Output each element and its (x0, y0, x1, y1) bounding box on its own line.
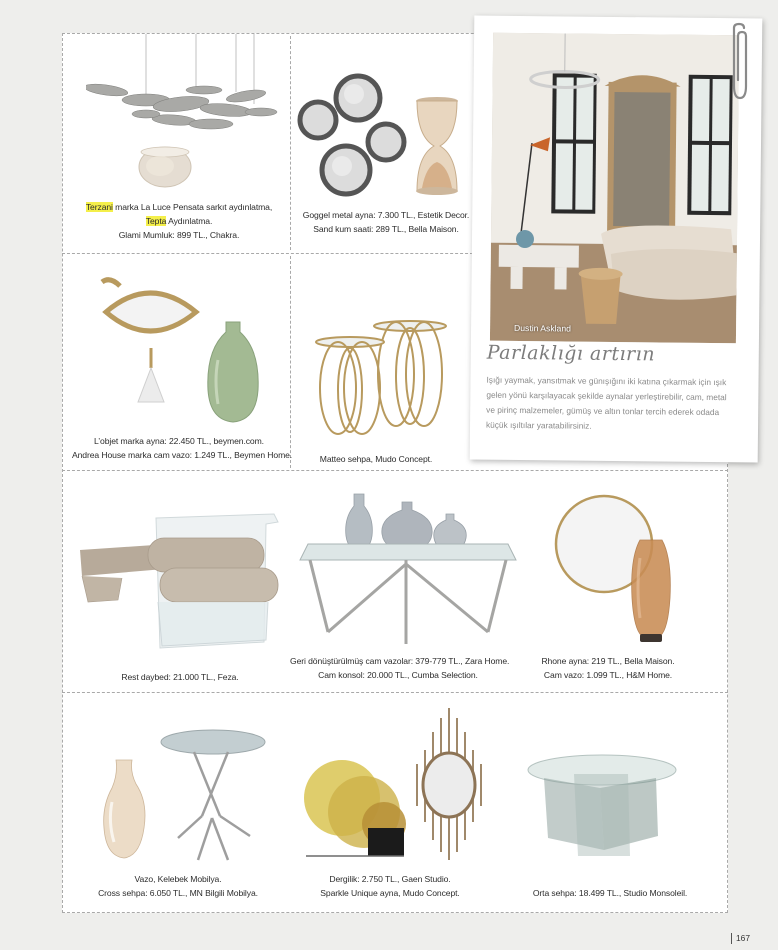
konsol-caption: Geri dönüştürülmüş cam vazolar: 379-779 TL., Zara Home. Cam konsol: 20.000 TL., Cumba Selection. (290, 656, 510, 680)
tepta-brand-highlight: Tepta (145, 216, 167, 226)
divider-v2 (290, 256, 291, 468)
terzani-caption: Terzani marka La Luce Pensata sarkıt aydınlatma, Tepta Aydınlatma. Glami Mumluk: 899 TL., Chakra. (85, 202, 273, 240)
matteo-caption: Matteo sehpa, Mudo Concept. (319, 454, 433, 464)
paper-clip-icon (726, 22, 752, 109)
magazine-rack-image (302, 752, 406, 858)
goggel-mirror-image (296, 72, 414, 200)
vazo-caption: Vazo, Kelebek Mobilya. Cross sehpa: 6.050 TL., MN Bilgili Mobilya. (98, 874, 258, 898)
green-vase-image (204, 320, 262, 424)
rhone-caption: Rhone ayna: 219 TL., Bella Maison. Cam vazo: 1.099 TL., H&M Home. (541, 656, 675, 680)
hourglass-image (414, 96, 460, 196)
orta-caption: Orta sehpa: 18.499 TL., Studio Monsoleil. (532, 888, 688, 898)
divider-v1 (290, 36, 291, 250)
divider-row1 (62, 253, 478, 254)
polaroid-body-text: Işığı yaymak, yansıtmak ve günışığını iki katına çıkarmak için ışık gelen yönü karşılayacak şekilde aynalar yerleştirebilir, cam, metal ve pirinç malzemeler, gümüş ve altın tonlar tercih ederek odada küçük ışıltılar yaratabilirsiniz. (485, 374, 727, 431)
interior-photo (490, 33, 739, 344)
rest-daybed-image (78, 510, 284, 656)
amber-vase-image (628, 538, 674, 646)
terzani-brand-highlight: Terzani (85, 202, 113, 212)
divider-row3 (62, 692, 728, 693)
cross-side-table-image (158, 726, 268, 866)
glass-coffee-table-image (524, 752, 680, 864)
dergilik-caption: Dergilik: 2.750 TL., Gaen Studio. Sparkle Unique ayna, Mudo Concept. (320, 874, 460, 898)
glass-console-image (298, 540, 518, 646)
goggel-caption: Goggel metal ayna: 7.300 TL., Estetik Decor. Sand kum saati: 289 TL., Bella Maison. (302, 210, 470, 234)
pearl-vase-image (98, 758, 152, 860)
sparkle-mirror-image (408, 706, 490, 862)
polaroid-title: Parlaklığı artırın (486, 341, 656, 366)
lobjet-caption: L’objet marka ayna: 22.450 TL., beymen.com. Andrea House marka cam vazo: 1.249 TL., Beymen Home. (72, 436, 293, 460)
page-number: 167 (731, 933, 750, 944)
divider-row2 (62, 470, 728, 471)
matteo-side-table-image (306, 316, 454, 440)
rest-caption: Rest daybed: 21.000 TL., Feza. (121, 672, 239, 682)
eye-mirror-image (100, 272, 202, 404)
photo-credit: Dustin Askland (514, 322, 571, 334)
pendant-lamp-image (86, 34, 282, 194)
polaroid-card (470, 16, 763, 463)
